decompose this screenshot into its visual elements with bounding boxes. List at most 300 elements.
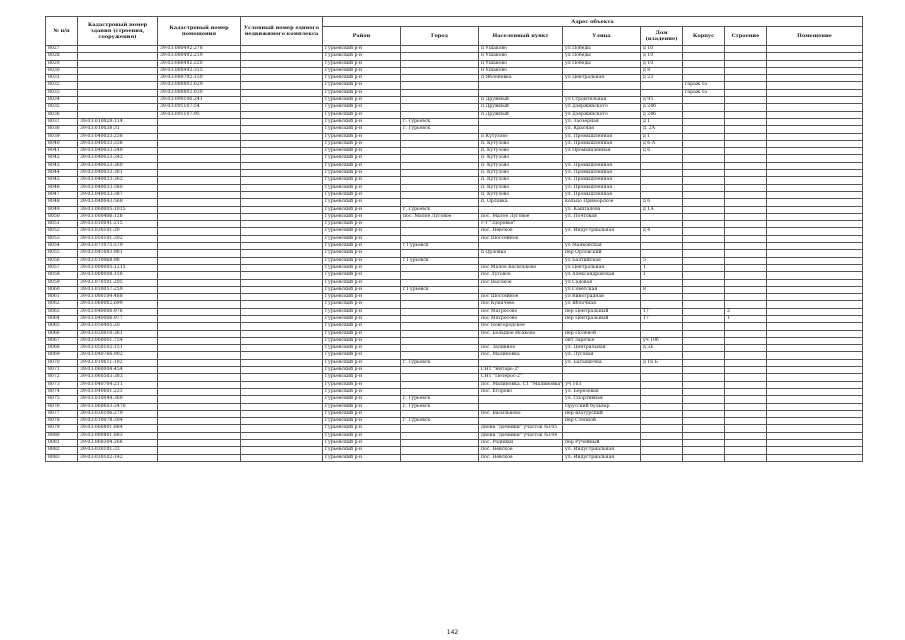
cell-house [641,410,683,417]
cell-house: уч 10б [641,337,683,344]
cell-korpus [683,425,725,432]
cell-cadastral-building: 39:03:060603:3470 [78,403,158,410]
cell-locality: пос. Родники [479,440,563,447]
cell-locality [479,82,563,89]
cell-city [401,432,479,439]
cell-cadastral-complex [241,53,323,60]
cell-district: Гурьевский р-н [323,337,401,344]
cell-room [767,82,863,89]
cell-room [767,184,863,191]
cell-building [725,126,767,133]
cell-building [725,425,767,432]
cell-city [401,75,479,82]
cell-building [725,330,767,337]
col-cadastral-building: Кадастровый номер здания (строения, сооружения) [78,17,158,46]
cell-city [401,367,479,374]
cell-street [563,432,641,439]
table-row [46,104,863,111]
cell-building [725,148,767,155]
cell-building [725,82,767,89]
page-number: 142 [446,629,459,636]
cell-cadastral-building: 39:03:010078:304 [78,418,158,425]
cell-cadastral-building: 39:03:040033:387 [78,191,158,198]
cell-house: 17 [641,315,683,322]
cell-cadastral-building [78,53,158,60]
cell-cadastral-room [158,323,241,330]
table-row [46,367,863,374]
cell-street: ул Победы [563,60,641,67]
cell-city [401,228,479,235]
cell-district: Гурьевский р-н [323,425,401,432]
cell-korpus [683,60,725,67]
cell-building [725,177,767,184]
cell-locality: п. Кутузово [479,155,563,162]
cell-district: Гурьевский р-н [323,177,401,184]
cell-house: 1 [641,264,683,271]
cell-city [401,337,479,344]
cell-house: д 3Е [641,345,683,352]
table-row [46,359,863,366]
cell-house [641,89,683,96]
cell-num: 8044 [46,170,78,177]
table-row [46,447,863,454]
cell-building [725,279,767,286]
table-row [46,432,863,439]
cell-street: ул Советская [563,286,641,293]
cell-locality: п. Кутузово [479,170,563,177]
cell-house [641,330,683,337]
cell-city [401,381,479,388]
cell-cadastral-room [158,447,241,454]
cell-cadastral-room: 39:03:080802:630 [158,89,241,96]
cell-cadastral-building: 39:03:080104:488 [78,294,158,301]
cell-korpus [683,213,725,220]
table-row [46,213,863,220]
cell-cadastral-building: 39:03:060005:1015 [78,206,158,213]
cell-room [767,221,863,228]
cell-city [401,388,479,395]
cell-locality: пос Шоссейное [479,235,563,242]
cell-locality [479,418,563,425]
cell-korpus: гараж 1а [683,89,725,96]
cell-room [767,97,863,104]
cell-cadastral-building: 39:03:040033:360 [78,162,158,169]
cell-house [641,213,683,220]
cell-korpus [683,97,725,104]
cell-cadastral-room: 39:03:080492:219 [158,53,241,60]
cell-house: д 24б [641,104,683,111]
table-row [46,170,863,177]
table-row [46,243,863,250]
cell-num: 8035 [46,104,78,111]
cell-room [767,104,863,111]
cell-room [767,191,863,198]
cell-street: ул. Березовая [563,388,641,395]
cell-building [725,235,767,242]
cell-building [725,301,767,308]
table-row [46,440,863,447]
cell-num: 8047 [46,191,78,198]
cell-korpus [683,454,725,461]
cell-cadastral-complex [241,272,323,279]
cell-cadastral-complex [241,243,323,250]
cell-cadastral-building [78,75,158,82]
table-row [46,148,863,155]
cell-num: 8079 [46,425,78,432]
cell-building [725,213,767,220]
cell-street: ул Центральная [563,75,641,82]
cell-locality: п. Кутузово [479,162,563,169]
cell-room [767,155,863,162]
cell-korpus [683,294,725,301]
cell-cadastral-room [158,140,241,147]
cell-district: Гурьевский р-н [323,75,401,82]
cell-city [401,82,479,89]
cell-korpus [683,170,725,177]
cell-cadastral-room: 39:03:091107:95 [158,111,241,118]
table-row [46,97,863,104]
cell-room [767,454,863,461]
cell-street: ул. Луговая [563,352,641,359]
cell-cadastral-room [158,301,241,308]
cell-district: Гурьевский р-н [323,228,401,235]
cell-num: 8050 [46,213,78,220]
cell-building [725,250,767,257]
cell-num: 8083 [46,454,78,461]
cell-room [767,60,863,67]
cell-cadastral-building: 39:03:050102:151 [78,345,158,352]
cell-building [725,294,767,301]
cell-district: Гурьевский р-н [323,235,401,242]
cell-cadastral-complex [241,301,323,308]
cell-korpus [683,155,725,162]
cell-city: пос. Малое Луговое [401,213,479,220]
table-row [46,352,863,359]
cell-num: 8052 [46,228,78,235]
cell-room [767,301,863,308]
cell-building [725,155,767,162]
cell-city [401,410,479,417]
table-row [46,60,863,67]
cell-cadastral-room [158,213,241,220]
cell-korpus [683,104,725,111]
cell-cadastral-building: 39:03:040033:362 [78,177,158,184]
cell-korpus [683,191,725,198]
table-row [46,67,863,74]
cell-district: Гурьевский р-н [323,60,401,67]
cell-korpus [683,403,725,410]
cell-street [563,323,641,330]
cell-korpus [683,381,725,388]
cell-cadastral-room [158,228,241,235]
cell-locality: п Яблоневка [479,75,563,82]
cell-cadastral-complex [241,323,323,330]
cell-house: д 1 [641,118,683,125]
cell-house [641,301,683,308]
cell-street [563,235,641,242]
cell-house [641,403,683,410]
cell-street: ул Промышленная [563,148,641,155]
cell-house [641,396,683,403]
cell-cadastral-room [158,432,241,439]
cell-locality: п Дружный [479,97,563,104]
cell-building [725,418,767,425]
table-body [46,46,863,462]
cell-street: ул Балтийская [563,257,641,264]
cell-cadastral-room [158,133,241,140]
cell-street [563,221,641,228]
table-row [46,425,863,432]
cell-korpus [683,264,725,271]
cell-cadastral-complex [241,359,323,366]
table-row [46,294,863,301]
cell-locality [479,337,563,344]
cell-locality: п Ушаково [479,46,563,53]
cell-room [767,403,863,410]
cell-building: 2 [725,308,767,315]
cell-korpus [683,162,725,169]
cell-city [401,315,479,322]
cell-korpus [683,206,725,213]
cell-city: г. Гурьевск [401,206,479,213]
table-row [46,140,863,147]
cell-locality: пос Матросово [479,315,563,322]
cell-city [401,155,479,162]
cell-city [401,46,479,53]
table-row [46,286,863,293]
cell-cadastral-complex [241,133,323,140]
cell-district: Гурьевский р-н [323,403,401,410]
cell-cadastral-complex [241,162,323,169]
cell-locality: с-т "Здоровье" [479,221,563,228]
cell-num: 8033 [46,89,78,96]
cell-cadastral-complex [241,206,323,213]
cell-room [767,272,863,279]
cell-room [767,396,863,403]
cell-building [725,381,767,388]
table-row [46,410,863,417]
cell-cadastral-building: 39:03:030101:20 [78,228,158,235]
cell-city [401,440,479,447]
cell-building [725,67,767,74]
cell-num: 8075 [46,396,78,403]
cell-cadastral-building: 39:03:060503:383 [78,374,158,381]
cell-building [725,337,767,344]
cell-cadastral-complex [241,104,323,111]
cell-house [641,191,683,198]
cell-num: 8029 [46,60,78,67]
cell-street: ул Яблочная [563,301,641,308]
cell-korpus [683,279,725,286]
cell-cadastral-room [158,410,241,417]
cell-house [641,243,683,250]
cell-room [767,447,863,454]
table-row [46,264,863,271]
cell-street: ул. Промышленная [563,177,641,184]
cell-cadastral-room [158,352,241,359]
cell-cadastral-room [158,206,241,213]
table-row [46,221,863,228]
cell-locality: п Орловка [479,250,563,257]
cell-house: д 8 [641,67,683,74]
cell-street: ул Дзержинского [563,111,641,118]
table-row [46,155,863,162]
cell-district: Гурьевский р-н [323,162,401,169]
cell-room [767,46,863,53]
table-row [46,308,863,315]
cell-room [767,279,863,286]
cell-cadastral-complex [241,432,323,439]
cell-room [767,352,863,359]
cell-city: г. Гурьевск [401,126,479,133]
cell-building: 1 [725,315,767,322]
cell-cadastral-complex [241,337,323,344]
cell-locality: пос. Большое Исаково [479,330,563,337]
cell-korpus [683,177,725,184]
cell-district: Гурьевский р-н [323,272,401,279]
cell-cadastral-complex [241,111,323,118]
cell-house: д 6 [641,199,683,206]
cell-num: 8062 [46,301,78,308]
cell-cadastral-building: 39:03:060801:884 [78,425,158,432]
cell-cadastral-complex [241,286,323,293]
cell-korpus [683,140,725,147]
cell-house [641,221,683,228]
cell-cadastral-building: 39:03:010041:215 [78,221,158,228]
cell-street: ул. Промышленная [563,191,641,198]
table-row [46,46,863,53]
cell-house: д 10 [641,53,683,60]
col-city: Город [401,27,479,46]
cell-cadastral-room [158,155,241,162]
cell-building [725,89,767,96]
cell-num: 8045 [46,177,78,184]
cell-num: 8048 [46,199,78,206]
col-cadastral-complex: Условный номер единого недвижимого комплекса [241,17,323,46]
table-row [46,184,863,191]
cell-street: ул. Индустриальная [563,447,641,454]
cell-city [401,148,479,155]
cell-num: 8059 [46,279,78,286]
cell-building [725,104,767,111]
cell-korpus [683,286,725,293]
cell-building [725,111,767,118]
cell-cadastral-room [158,374,241,381]
cell-district: Гурьевский р-н [323,454,401,461]
cell-street: кольцо Приморское [563,199,641,206]
cell-city [401,60,479,67]
cell-city [401,199,479,206]
cell-city [401,140,479,147]
cell-locality: п Кутузово [479,133,563,140]
table-row [46,199,863,206]
table-row [46,235,863,242]
cell-room [767,323,863,330]
cell-district: Гурьевский р-н [323,170,401,177]
cell-building [725,388,767,395]
cell-cadastral-complex [241,155,323,162]
cell-city: г. Гурьевск [401,359,479,366]
cell-house: д 1 [641,133,683,140]
cell-locality: пос. Егорово [479,388,563,395]
cell-locality: п. Кутузово [479,148,563,155]
cell-cadastral-complex [241,235,323,242]
table-row [46,323,863,330]
cell-district: Гурьевский р-н [323,111,401,118]
cell-cadastral-building: 39:03:000406:126 [78,213,158,220]
cell-korpus: гараж 1а [683,82,725,89]
cell-building [725,272,767,279]
cell-cadastral-room [158,184,241,191]
cell-city: г. Гурьевск [401,118,479,125]
cell-street [563,89,641,96]
cell-cadastral-room [158,337,241,344]
cell-num: 8030 [46,67,78,74]
col-street: Улица [563,27,641,46]
cell-cadastral-complex [241,60,323,67]
cell-district: Гурьевский р-н [323,308,401,315]
cell-city [401,454,479,461]
cell-cadastral-room [158,126,241,133]
cell-building [725,243,767,250]
cell-cadastral-room: 39:03:080802:629 [158,82,241,89]
cell-house: д 95 [641,97,683,104]
cell-cadastral-complex [241,381,323,388]
cell-cadastral-building: 39:03:071075:579 [78,243,158,250]
cell-cadastral-room [158,294,241,301]
cell-cadastral-building: 39:03:010611:182 [78,359,158,366]
col-num: № п/п [46,17,78,46]
cell-house [641,367,683,374]
cell-district: Гурьевский р-н [323,381,401,388]
cell-room [767,213,863,220]
cell-building [725,97,767,104]
cell-house [641,381,683,388]
cell-city [401,133,479,140]
cell-building [725,440,767,447]
table-row [46,403,863,410]
cell-cadastral-room [158,381,241,388]
cell-num: 8051 [46,221,78,228]
cell-num: 8043 [46,162,78,169]
cell-num: 8038 [46,126,78,133]
cell-cadastral-complex [241,257,323,264]
cell-cadastral-complex [241,75,323,82]
cell-cadastral-building: 39:03:040601:233 [78,388,158,395]
cell-house [641,279,683,286]
cell-korpus [683,352,725,359]
cell-city [401,235,479,242]
cell-cadastral-complex [241,308,323,315]
cell-street: ул. Почтовая [563,213,641,220]
cell-cadastral-complex [241,374,323,381]
cell-num: 8028 [46,53,78,60]
table-row [46,53,863,60]
cell-room [767,388,863,395]
cell-room [767,418,863,425]
cell-korpus [683,272,725,279]
table-row [46,206,863,213]
cell-num: 8063 [46,308,78,315]
cell-house: д 4 [641,228,683,235]
cell-house [641,155,683,162]
cell-locality [479,243,563,250]
table-header [46,17,863,46]
cell-house [641,323,683,330]
cell-house: д 16 Б [641,359,683,366]
cell-street: ул. Центральная [563,345,641,352]
cell-locality: п. Кутузово [479,140,563,147]
